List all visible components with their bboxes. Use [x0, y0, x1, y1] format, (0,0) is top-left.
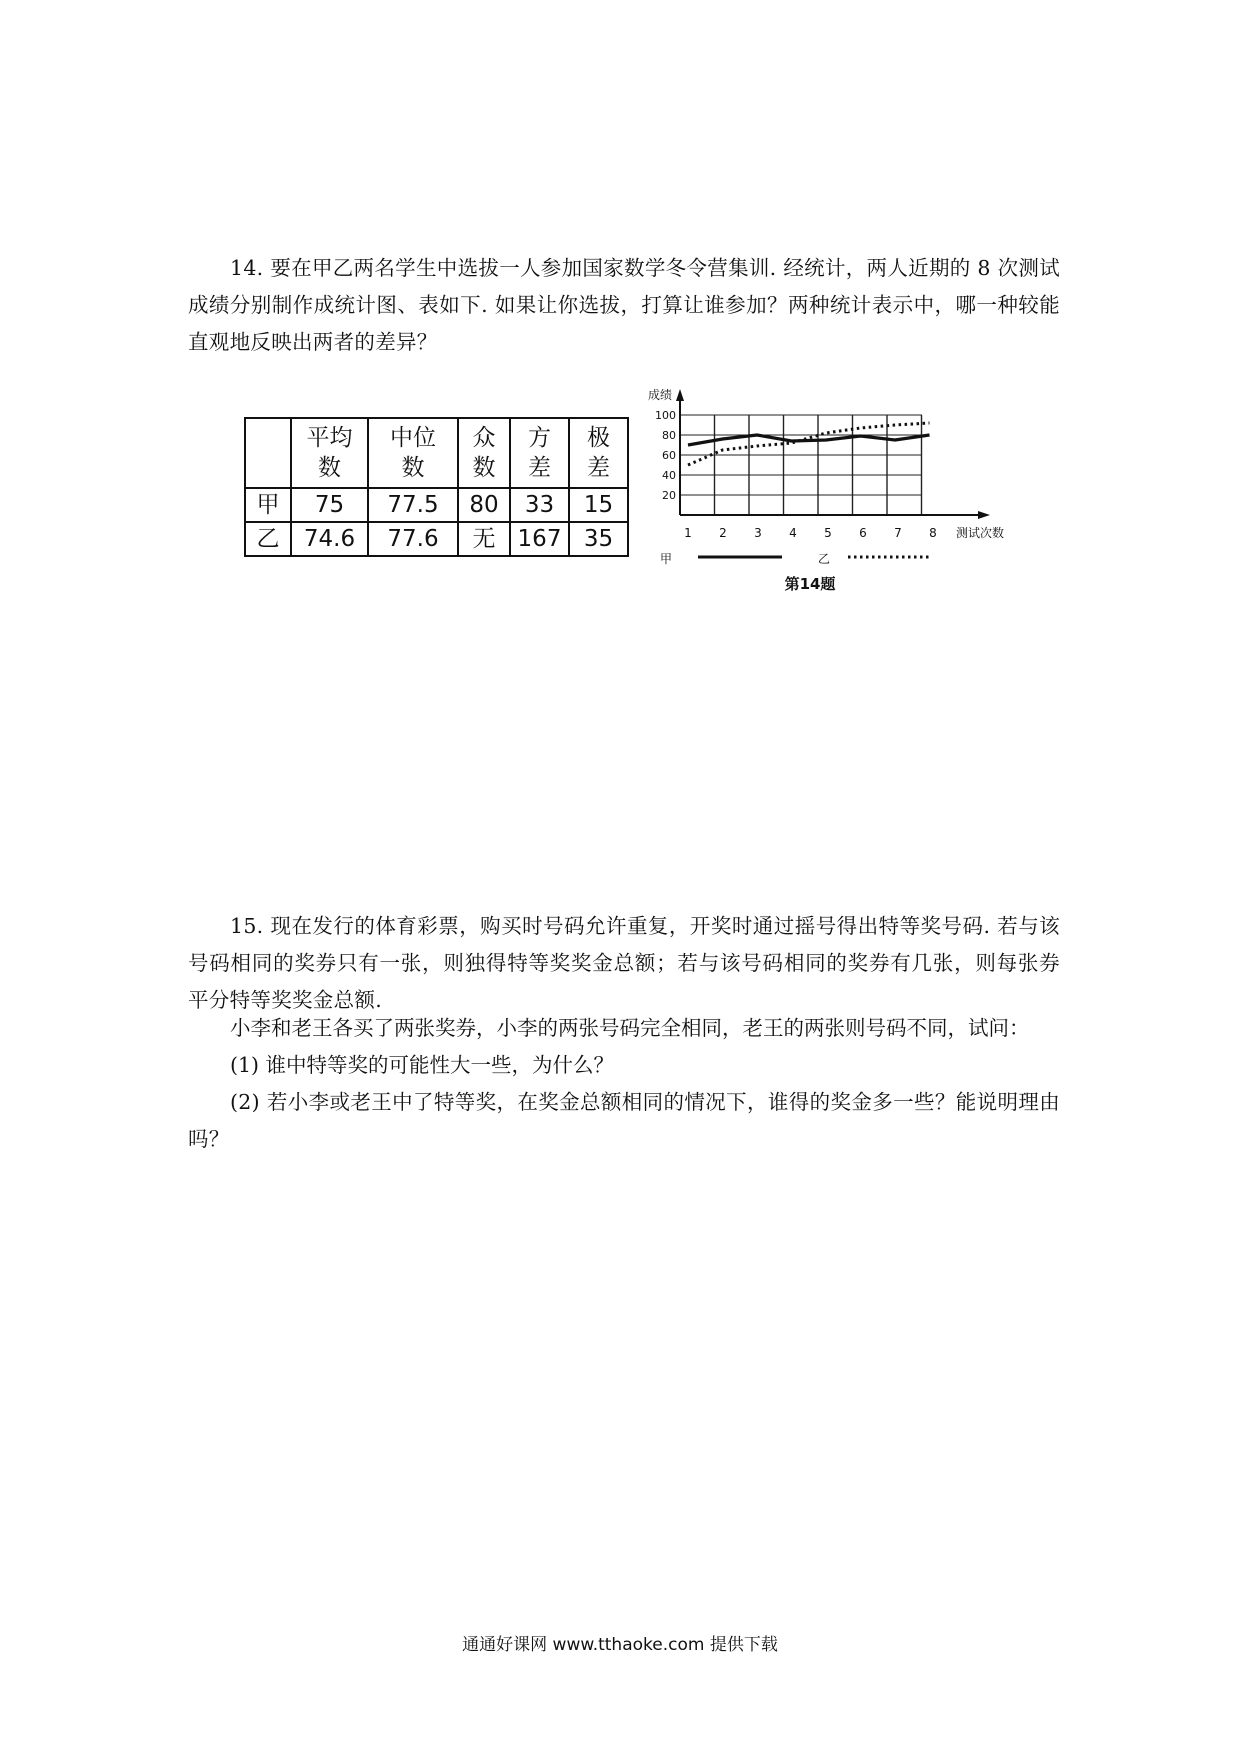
y-tick-label: 20	[662, 489, 676, 502]
x-tick-label: 8	[929, 526, 937, 540]
chart-caption: 第14题	[784, 575, 836, 593]
table-cell: 35	[569, 522, 628, 556]
question-15-scenario: 小李和老王各买了两张奖券，小李的两张号码完全相同，老王的两张则号码不同，试问：	[230, 1016, 1030, 1040]
x-axis-label: 测试次数	[956, 526, 1005, 540]
table-header-cell: 方差	[510, 418, 569, 488]
y-tick-label: 80	[662, 429, 676, 442]
y-tick-label: 60	[662, 449, 676, 462]
table-cell: 15	[569, 488, 628, 522]
y-axis-arrow	[676, 389, 684, 401]
table-cell: 无	[458, 522, 510, 556]
y-axis-label: 成绩	[648, 388, 673, 402]
x-tick-label: 3	[754, 526, 762, 540]
x-tick-label: 4	[789, 526, 797, 540]
x-axis-arrow	[978, 511, 990, 519]
table-cell: 74.6	[291, 522, 368, 556]
table-header-cell: 众数	[458, 418, 510, 488]
table-cell: 77.6	[368, 522, 458, 556]
table-cell: 77.5	[368, 488, 458, 522]
x-tick-label: 5	[824, 526, 832, 540]
table-cell: 167	[510, 522, 569, 556]
x-tick-label: 7	[894, 526, 902, 540]
table-cell: 80	[458, 488, 510, 522]
x-tick-label: 1	[684, 526, 692, 540]
table-cell: 75	[291, 488, 368, 522]
series-line-乙	[688, 423, 930, 465]
legend-label: 乙	[818, 552, 831, 566]
table-header-cell: 平均数	[291, 418, 368, 488]
table-cell: 乙	[245, 522, 291, 556]
stats-table	[244, 417, 629, 557]
table-header-cell	[245, 418, 291, 488]
legend-label: 甲	[660, 552, 673, 566]
table-cell: 33	[510, 488, 569, 522]
table-header-cell: 中位数	[368, 418, 458, 488]
score-line-chart	[640, 390, 1020, 600]
x-tick-label: 6	[859, 526, 867, 540]
question-15: 15. 现在发行的体育彩票，购买时号码允许重复，开奖时通过摇号得出特等奖号码. 若与该号码相同的奖券只有一张，则独得特等奖奖金总额；若与该号码相同的奖券有几张，则每张券平分特等奖奖金总额.	[188, 914, 1060, 1012]
table-row	[245, 522, 628, 556]
table-header-row	[245, 418, 628, 488]
table-header-cell: 极差	[569, 418, 628, 488]
question-15-part-2: (2) 若小李或老王中了特等奖，在奖金总额相同的情况下，谁得的奖金多一些？能说明理由吗？	[188, 1090, 1060, 1151]
question-15-part-1: (1) 谁中特等奖的可能性大一些，为什么？	[230, 1053, 615, 1077]
footer: 通通好课网 www.tthaoke.com 提供下载	[462, 1635, 778, 1655]
series-line-甲	[688, 435, 930, 445]
table-cell: 甲	[245, 488, 291, 522]
x-tick-label: 2	[719, 526, 727, 540]
y-tick-label: 40	[662, 469, 676, 482]
question-14: 14. 要在甲乙两名学生中选拔一人参加国家数学冬令营集训. 经统计，两人近期的 8 次测试成绩分别制作成统计图、表如下. 如果让你选拔，打算让谁参加？两种统计表示中，哪一种较能直观地反映出两者的差异？	[188, 256, 1060, 354]
table-row	[245, 488, 628, 522]
y-tick-label: 100	[655, 409, 676, 422]
